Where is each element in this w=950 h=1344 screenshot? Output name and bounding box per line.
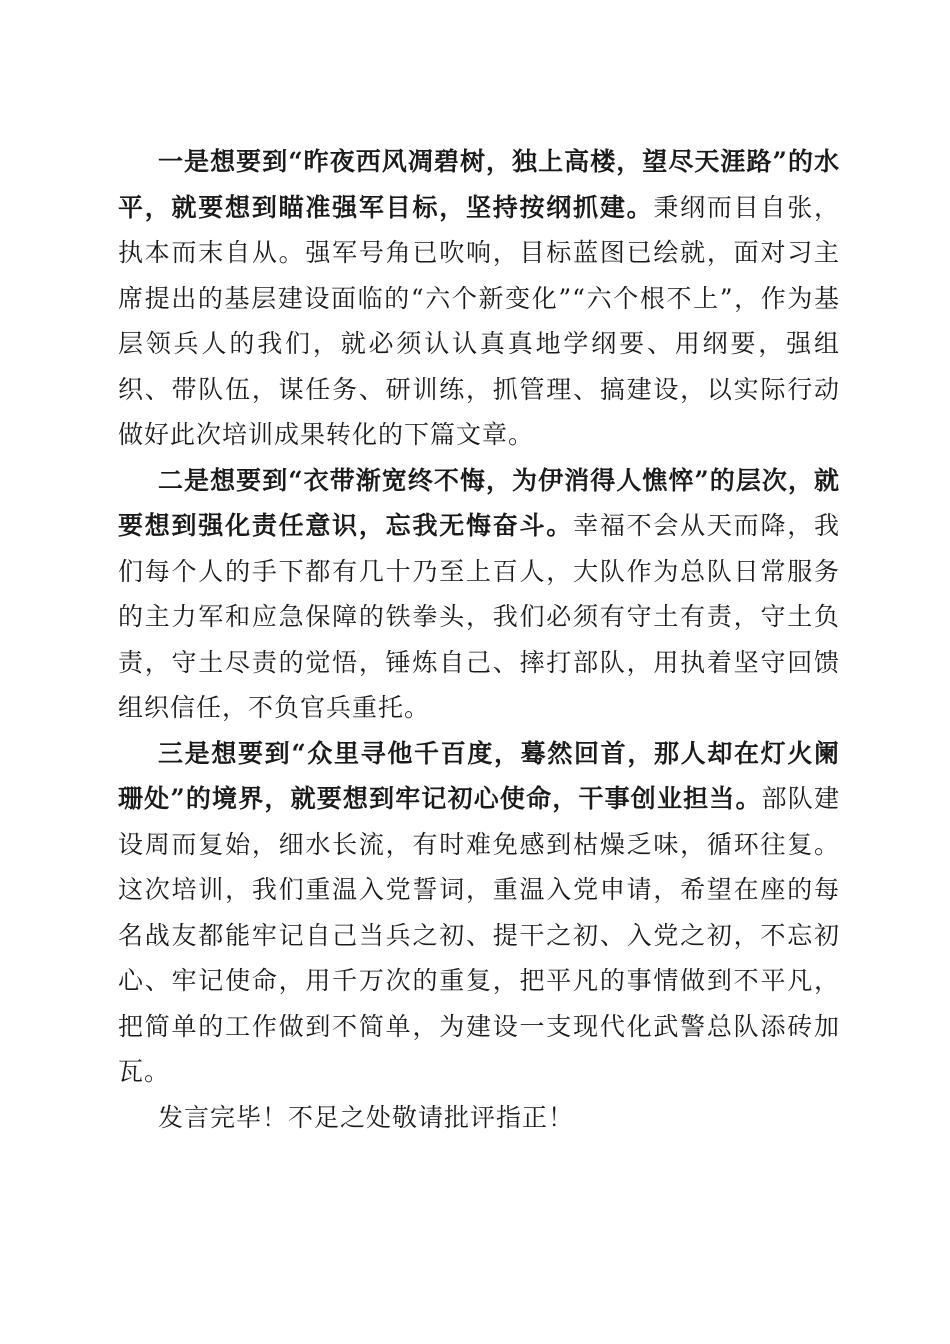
paragraph-three-lead: 三是想要到“众里寻他千百度，蓦然回首，那人却在灯火阑珊处”的境界，就要想到牢记初心使命，干事创业担当。 — [118, 738, 840, 813]
paragraph-three — [118, 731, 840, 1095]
paragraph-two-lead: 二是想要到“衣带渐宽终不悔，为伊消得人憔悴”的层次，就要想到强化责任意识，忘我无悔奋斗。 — [118, 465, 840, 540]
paragraph-one-body: 秉纲而目自张，执本而末自从。强军号角已吹响，目标蓝图已绘就，面对习主席提出的基层建设面临的“六个新变化”“六个根不上”，作为基层领兵人的我们，就必须认认真真地学纲要、用纲要，强组织、带队伍，谋任务、研训练，抓管理、搞建设，以实际行动做好此次培训成果转化的下篇文章。 — [118, 192, 840, 449]
paragraph-one — [118, 139, 840, 458]
closing-line: 发言完毕！不足之处敬请批评指正！ — [158, 1102, 575, 1132]
paragraph-two — [118, 458, 840, 731]
paragraph-two-body: 幸福不会从天而降，我们每个人的手下都有几十乃至上百人，大队作为总队日常服务的主力军和应急保障的铁拳头，我们必须有守土有责，守土负责，守土尽责的觉悟，锤炼自己、摔打部队，用执着坚守回馈组织信任，不负官兵重托。 — [118, 511, 840, 722]
document-body — [118, 139, 840, 1140]
paragraph-three-body: 部队建设周而复始，细水长流，有时难免感到枯燥乏味，循环往复。这次培训，我们重温入党誓词，重温入党申请，希望在座的每名战友都能牢记自己当兵之初、提干之初、入党之初，不忘初心、牢记使命，用千万次的重复，把平凡的事情做到不平凡，把简单的工作做到不简单，为建设一支现代化武警总队添砖加瓦。 — [118, 784, 840, 1086]
paragraph-one-lead: 一是想要到“昨夜西风凋碧树，独上高楼，望尽天涯路”的水平，就要想到瞄准强军目标，坚持按纲抓建。 — [118, 147, 840, 222]
